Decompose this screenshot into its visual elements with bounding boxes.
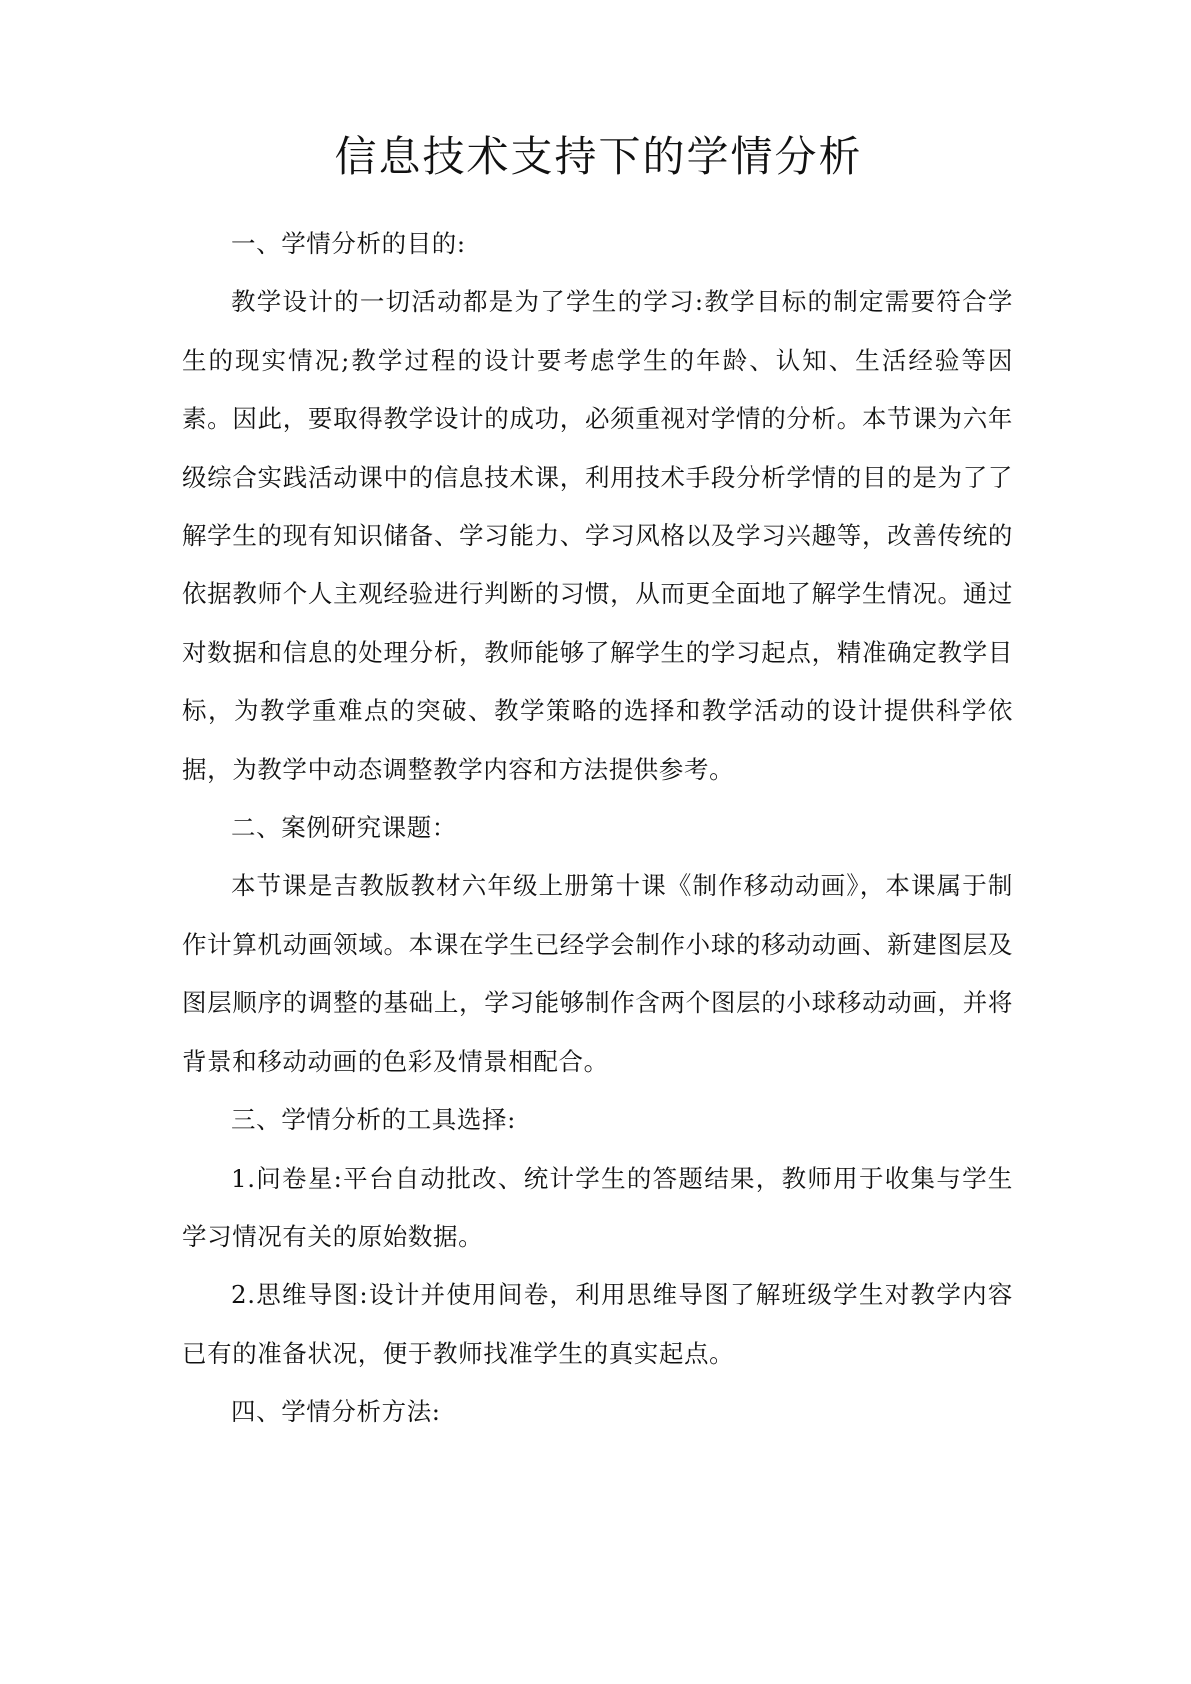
- document-title: 信息技术支持下的学情分析: [334, 132, 863, 181]
- tool-item-questionnaire: 1.问卷星:平台自动批改、统计学生的答题结果，教师用于收集与学生学习情况有关的原始数据。: [182, 1163, 1013, 1251]
- section-heading-tools: 三、学情分析的工具选择:: [231, 1105, 516, 1135]
- section-heading-methods: 四、学情分析方法:: [231, 1397, 441, 1427]
- section-heading-case-topic: 二、案例研究课题：: [231, 813, 457, 843]
- section-body-case-topic: 本节课是吉教版教材六年级上册第十课《制作移动动画》，本课属于制作计算机动画领域。本课在学生已经学会制作小球的移动动画、新建图层及图层顺序的调整的基础上，学习能够制作含两个图层的小球移动动画，并将背景和移动动画的色彩及情景相配合。: [182, 871, 1013, 1076]
- tool-item-mind-map: 2.思维导图:设计并使用间卷，利用思维导图了解班级学生对教学内容已有的准备状况，便于教师找准学生的真实起点。: [182, 1280, 1013, 1368]
- section-heading-purpose: 一、学情分析的目的:: [231, 229, 466, 258]
- section-body-purpose: 教学设计的一切活动都是为了学生的学习:教学目标的制定需要符合学生的现实情况;教学过程的设计要考虑学生的年龄、认知、生活经验等因素。因此，要取得教学设计的成功，必须重视对学情的分析。本节课为六年级综合实践活动课中的信息技术课，利用技术手段分析学情的目的是为了了解学生的现有知识储备、学习能力、学习风格以及学习兴趣等，改善传统的依据教师个人主观经验进行判断的习惯，从而更全面地了解学生情况。通过对数据和信息的处理分析，教师能够了解学生的学习起点，精准确定教学目标，为教学重难点的突破、教学策略的选择和教学活动的设计提供科学依据，为教学中动态调整教学内容和方法提供参考。: [182, 287, 1013, 784]
